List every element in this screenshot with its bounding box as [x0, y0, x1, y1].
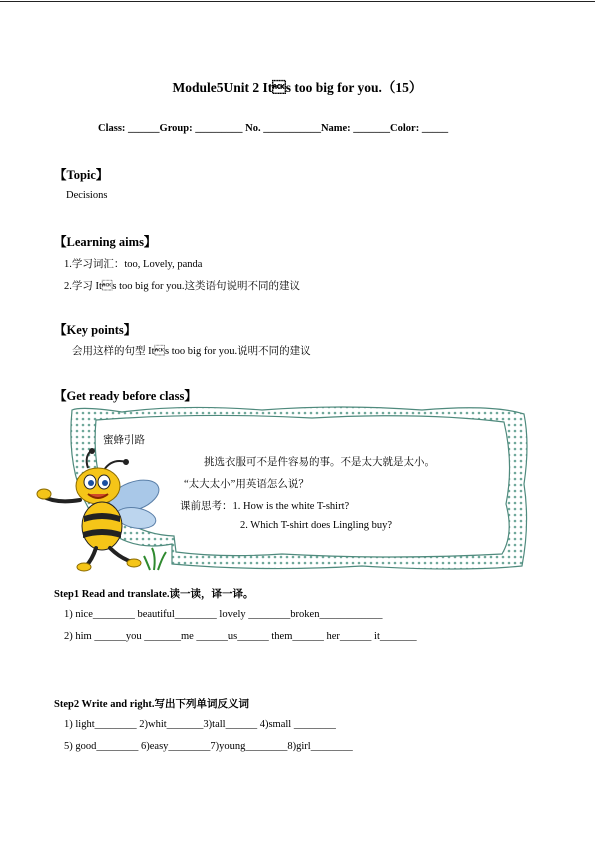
step2-row-2: 5) good________ 6)easy________7)young________8)girl________: [64, 741, 353, 752]
top-rule: [0, 1, 595, 2]
step1-heading: Step1 Read and translate.读一读，译一译。: [54, 589, 254, 600]
bubble-line-4: 2. Which T-shirt does Lingling buy?: [240, 520, 393, 531]
step2-heading: Step2 Write and right.写出下列单词反义词: [54, 699, 250, 710]
grass-icon: [144, 548, 166, 570]
aim-item-1: 1.学习词汇：too, Lovely, panda: [64, 259, 203, 270]
step1-row-2: 2) him ______you _______me ______us______ them______ her______ it_______: [64, 631, 417, 642]
key-points-text: 会用这样的句型 Its too big for you.说明不同的建议: [72, 346, 311, 357]
class-info-line: Class: ______Group: _________ No. ___________Name: _______Color: _____: [98, 123, 449, 134]
page-title: Module5Unit 2 Its too big for you.（15）: [172, 80, 423, 95]
topic-text: Decisions: [66, 190, 108, 201]
key-points-heading: 【Key points】: [54, 323, 137, 337]
step2-row-1: 1) light________ 2)whit_______3)tall______ 4)small ________: [64, 719, 336, 730]
bubble-line-2: “太大太小”用英语怎么说？: [184, 479, 309, 490]
bubble-line-3: 课前思考：1. How is the white T-shirt?: [180, 501, 350, 512]
aim-item-2: 2.学习 Its too big for you.这类语句说明不同的建议: [64, 281, 300, 292]
ready-heading: 【Get ready before class】: [54, 389, 197, 403]
bubble-label: 蜜蜂引路: [103, 435, 145, 446]
topic-heading: 【Topic】: [54, 168, 109, 182]
bee-cartoon-icon: [36, 448, 176, 572]
aims-heading: 【Learning aims】: [54, 235, 157, 249]
bubble-line-1: 挑选衣服可不是件容易的事。不是太大就是太小。: [204, 457, 435, 468]
step1-row-1: 1) nice________ beautiful________ lovely ________broken____________: [64, 609, 383, 620]
